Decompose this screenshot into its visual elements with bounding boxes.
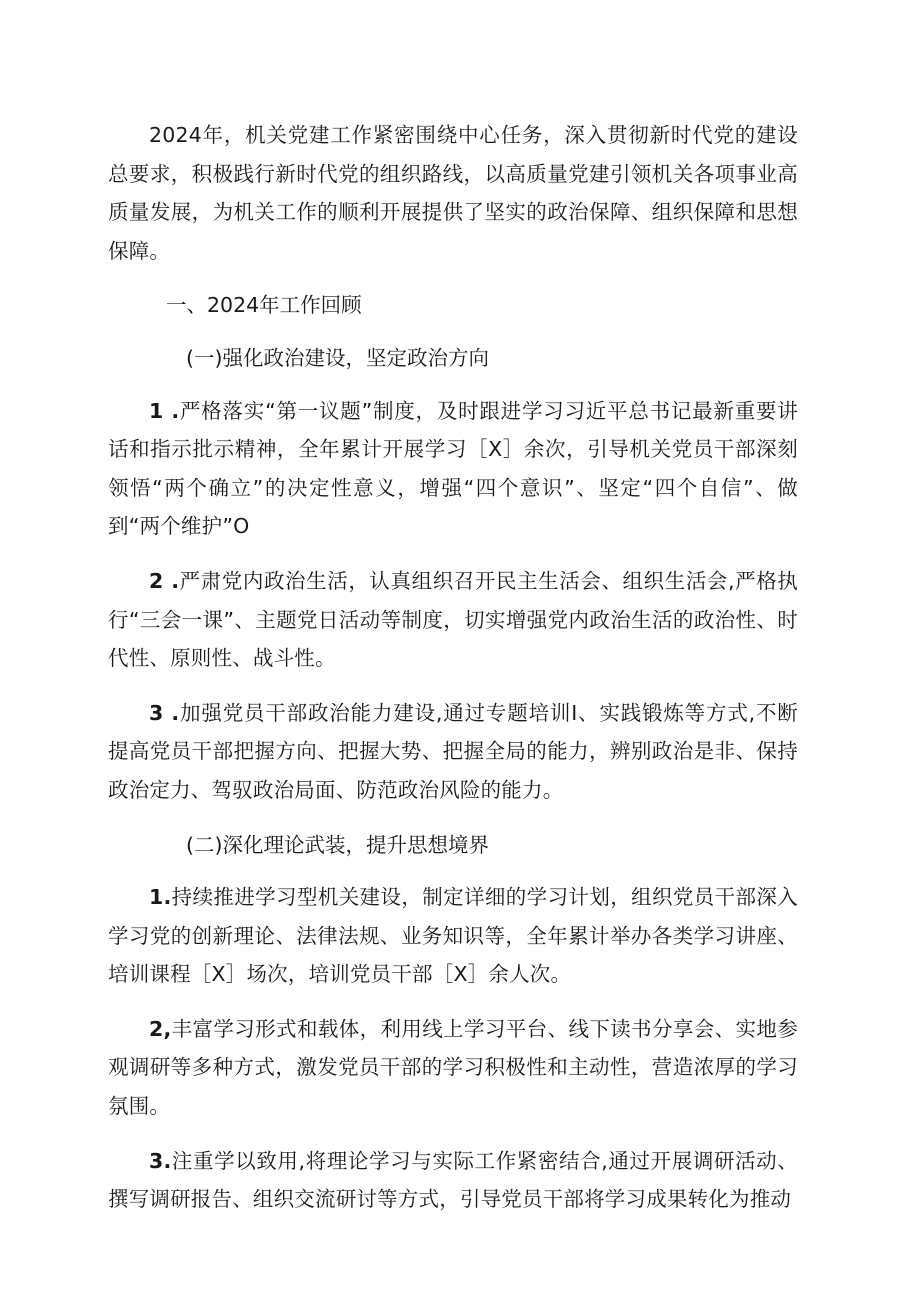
item-number: 1 . bbox=[149, 398, 180, 423]
list-item bbox=[108, 1142, 798, 1219]
list-item bbox=[108, 392, 798, 546]
list-item bbox=[108, 878, 798, 994]
intro-paragraph: 2024年，机关党建工作紧密围绕中心任务，深入贯彻新时代党的建设总要求，积极践行新时代党的组织路线，以高质量党建引领机关各项事业高质量发展，为机关工作的顺利开展提供了坚实的政治保障、组织保障和思想保障。 bbox=[108, 123, 798, 263]
item-number: 2, bbox=[149, 1016, 172, 1041]
list-item bbox=[108, 562, 798, 678]
item-number: 2 . bbox=[149, 568, 180, 593]
item-number: 3 . bbox=[149, 700, 180, 725]
item-text: 加强党员干部政治能力建设,通过专题培训I、实践锻炼等方式,不断提高党员干部把握方向、把握大势、把握全局的能力，辨别政治是非、保持政治定力、驾驭政治局面、防范政治风险的能力。 bbox=[108, 700, 798, 802]
item-text: 严格落实“第一议题”制度，及时跟进学习习近平总书记最新重要讲话和指示批示精神，全年累计开展学习［X］余次，引导机关党员干部深刻领悟“两个确立”的决定性意义，增强“四个意识”、坚定“四个自信”、做到“两个维护”O bbox=[108, 398, 798, 539]
document-body bbox=[108, 116, 798, 1235]
item-text: 严肃党内政治生活，认真组织召开民主生活会、组织生活会,严格执行“三会一课”、主题党日活动等制度，切实增强党内政治生活的政治性、时代性、原则性、战斗性。 bbox=[108, 568, 798, 671]
section-heading-work-review: 一、2024年工作回顾 bbox=[166, 293, 362, 318]
subsection-heading-political-building: (一)强化政治建设，坚定政治方向 bbox=[186, 345, 489, 370]
subsection-heading-theory-study: (二)深化理论武装，提升思想境界 bbox=[186, 832, 489, 857]
item-text: 注重学以致用,将理论学习与实际工作紧密结合,通过开展调研活动、撰写调研报告、组织交流研讨等方式，引导党员干部将学习成果转化为推动 bbox=[108, 1148, 798, 1212]
item-text: 丰富学习形式和载体，利用线上学习平台、线下读书分享会、实地参观调研等多种方式，激发党员干部的学习积极性和主动性，营造浓厚的学习氛围。 bbox=[108, 1016, 798, 1119]
item-text: 持续推进学习型机关建设，制定详细的学习计划，组织党员干部深入学习党的创新理论、法律法规、业务知识等，全年累计举办各类学习讲座、培训课程［X］场次，培训党员干部［X］余人次。 bbox=[108, 885, 798, 987]
list-item bbox=[108, 694, 798, 810]
item-number: 1. bbox=[149, 885, 172, 910]
item-number: 3. bbox=[149, 1148, 172, 1173]
list-item bbox=[108, 1010, 798, 1126]
